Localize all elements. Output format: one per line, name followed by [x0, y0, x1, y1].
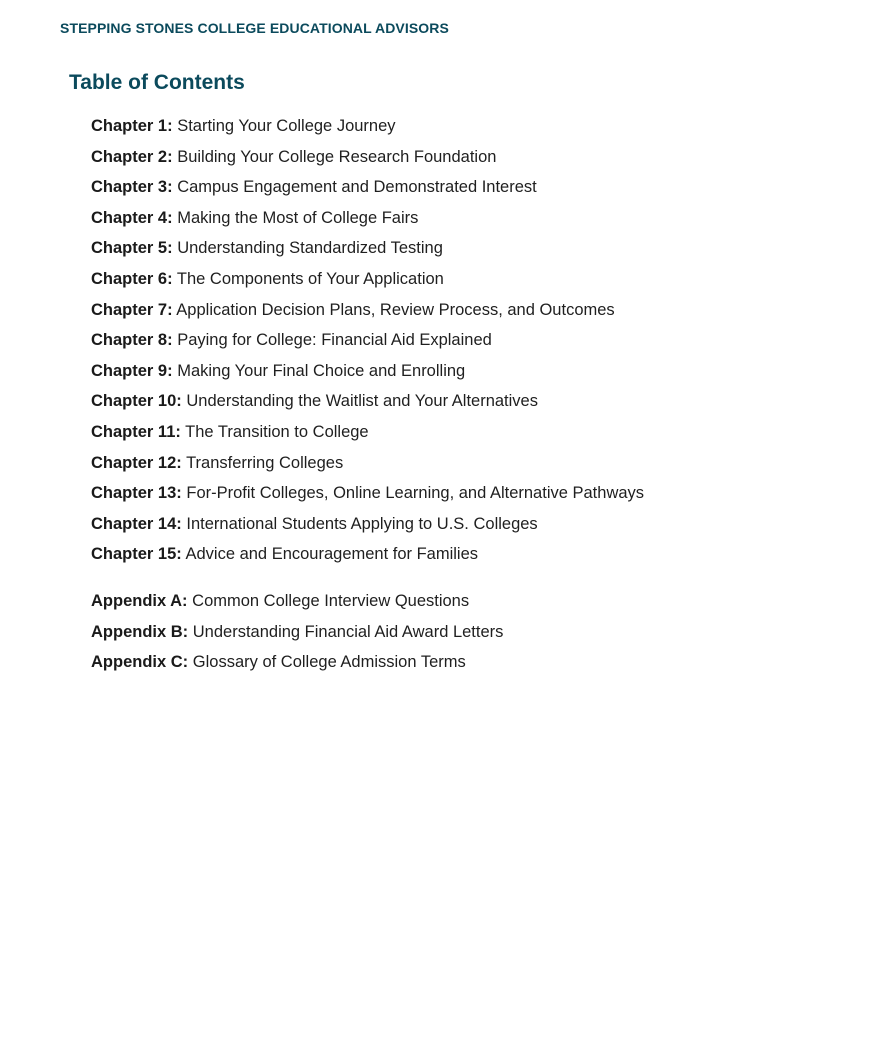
chapter-title: Advice and Encouragement for Families — [185, 545, 479, 564]
appendix-entry — [91, 591, 503, 622]
chapter-title: Making the Most of College Fairs — [177, 208, 419, 227]
chapter-title: Making Your Final Choice and Enrolling — [177, 361, 466, 380]
chapter-label: Chapter 7: — [91, 300, 173, 319]
chapter-label: Chapter 10: — [91, 392, 182, 411]
appendix-label: Appendix B: — [91, 622, 189, 641]
chapter-label: Chapter 9: — [91, 361, 173, 380]
chapter-label: Chapter 6: — [91, 269, 173, 288]
chapter-label: Chapter 13: — [91, 484, 182, 503]
chapter-entry — [91, 269, 644, 300]
chapter-title: Starting Your College Journey — [177, 117, 396, 135]
chapter-label: Chapter 2: — [91, 147, 173, 166]
chapter-label: Chapter 15: — [91, 545, 182, 564]
chapter-label: Chapter 3: — [91, 178, 173, 197]
chapter-entry — [91, 238, 644, 269]
chapter-title: International Students Applying to U.S. Colleges — [186, 514, 538, 533]
chapter-label: Chapter 11: — [91, 422, 181, 441]
chapter-entry — [91, 514, 644, 545]
appendix-title: Understanding Financial Aid Award Letters — [192, 622, 504, 641]
appendix-label: Appendix C: — [91, 653, 189, 672]
chapter-label: Chapter 8: — [91, 331, 173, 350]
chapter-title: Transferring Colleges — [186, 453, 344, 472]
chapter-entry — [91, 116, 644, 147]
appendix-title: Common College Interview Questions — [192, 592, 470, 610]
chapter-title: The Transition to College — [185, 422, 369, 441]
chapter-label: Chapter 5: — [91, 239, 173, 258]
chapter-entry — [91, 177, 644, 208]
chapter-title: Building Your College Research Foundation — [177, 147, 497, 166]
chapter-entry — [91, 483, 644, 514]
chapter-entry — [91, 300, 644, 331]
chapter-entry — [91, 453, 644, 484]
appendix-entry — [91, 652, 503, 683]
chapter-entry — [91, 544, 644, 575]
chapter-title: For-Profit Colleges, Online Learning, and Alternative Pathways — [186, 484, 645, 503]
chapter-title: Campus Engagement and Demonstrated Interest — [177, 178, 537, 197]
chapter-title: The Components of Your Application — [176, 269, 444, 288]
chapter-label: Chapter 12: — [91, 453, 182, 472]
chapter-entry — [91, 147, 644, 178]
chapter-title: Understanding Standardized Testing — [177, 239, 443, 258]
chapter-title: Application Decision Plans, Review Process, and Outcomes — [176, 300, 615, 319]
chapter-label: Chapter 4: — [91, 208, 173, 227]
chapter-entry — [91, 361, 644, 392]
appendix-title: Glossary of College Admission Terms — [192, 653, 466, 672]
chapter-label: Chapter 1: — [91, 117, 173, 135]
chapter-entry — [91, 208, 644, 239]
chapter-entry — [91, 422, 644, 453]
appendix-entry — [91, 622, 503, 653]
organization-header: STEPPING STONES COLLEGE EDUCATIONAL ADVISORS — [60, 20, 449, 36]
page-title: Table of Contents — [69, 71, 245, 94]
appendix-list — [91, 591, 503, 683]
chapter-list — [91, 116, 644, 575]
chapter-entry — [91, 330, 644, 361]
chapter-label: Chapter 14: — [91, 514, 182, 533]
appendix-label: Appendix A: — [91, 592, 188, 610]
chapter-title: Understanding the Waitlist and Your Alternatives — [186, 392, 538, 411]
chapter-title: Paying for College: Financial Aid Explained — [177, 331, 492, 350]
chapter-entry — [91, 391, 644, 422]
